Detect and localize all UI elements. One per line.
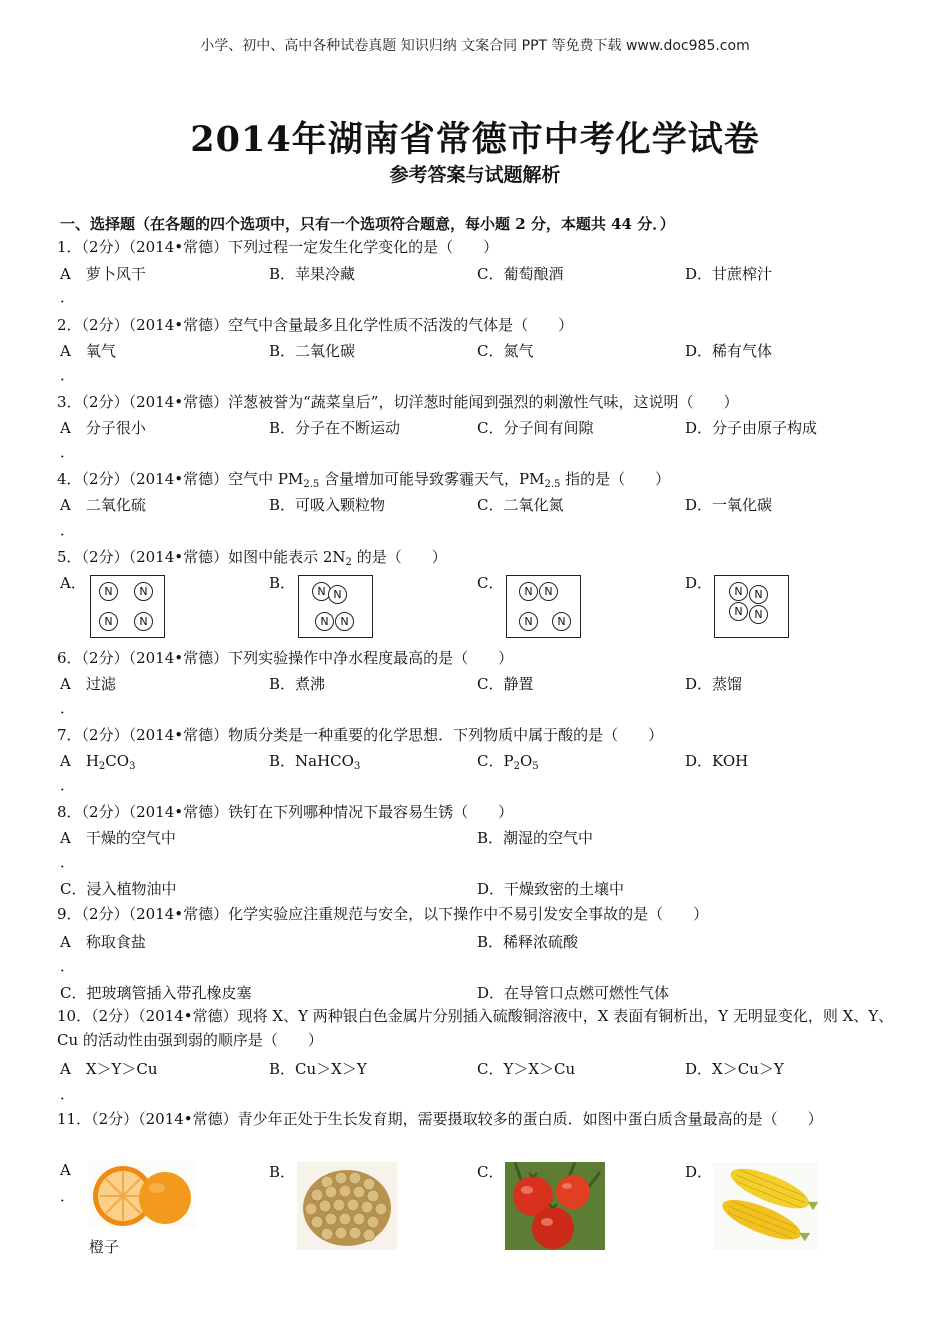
q1-option-b: B．苹果冷藏 [269,265,356,283]
nitrogen-atom: N [519,612,538,631]
q3-option-b: B．分子在不断运动 [269,419,401,437]
q9-option-c: C．把玻璃管插入带孔橡皮塞 [60,984,252,1002]
list-dot: ． [60,776,76,794]
q8-option-a: A 干燥的空气中 [60,829,176,847]
q10-option-c: C．Y＞X＞Cu [477,1060,576,1078]
question-3-stem: 3．（2分）（2014•常德）洋葱被誉为“蔬菜皇后”，切洋葱时能闻到强烈的刺激性气味，这说明（ ） [57,393,739,411]
q8-option-d: D．干燥致密的土壤中 [477,880,625,898]
question-2-stem: 2．（2分）（2014•常德）空气中含量最多且化学性质不活泼的气体是（ ） [57,316,574,334]
q3-option-a: A 分子很小 [60,419,146,437]
q4-option-b: B．可吸入颗粒物 [269,496,386,514]
q1-option-c: C．葡萄酿酒 [477,265,564,283]
nitrogen-atom: N [328,585,347,604]
nitrogen-atom: N [749,585,768,604]
q5-option-d: D． [685,574,713,592]
q2-option-c: C．氮气 [477,342,534,360]
question-10-stem: 10．（2分）（2014•常德）现将 X、Y 两种银白色金属片分别插入硫酸铜溶液中，X 表面有铜析出，Y 无明显变化，则 X、Y、Cu 的活动性由强到弱的顺序是（ ） [57,1007,894,1049]
q11-a-caption: 橙子 [89,1238,120,1256]
page-subtitle: 参考答案与试题解析 [389,164,561,186]
question-5-stem: 5．（2分）（2014•常德）如图中能表示 $2N_2$ 的是（ ） [57,548,447,568]
question-11-stem: 11．（2分）（2014•常德）青少年正处于生长发育期，需要摄取较多的蛋白质．如图中蛋白质含量最高的是（ ） [57,1110,823,1128]
q5-option-c: C． [477,574,504,592]
q7-option-c: C．$P_2O_5$ [477,752,539,772]
q6-option-a: A 过滤 [60,675,116,693]
nitrogen-atom: N [749,605,768,624]
q10-option-b: B．Cu＞X＞Y [269,1060,367,1078]
q7-option-d: D．KOH [685,752,749,770]
nitrogen-atom: N [99,612,118,631]
question-9-stem: 9．（2分）（2014•常德）化学实验应注重规范与安全，以下操作中不易引发安全事故的是（ ） [57,905,709,923]
list-dot: ． [60,288,76,306]
nitrogen-atom: N [134,582,153,601]
list-dot: ． [60,1187,76,1205]
q6-option-b: B．煮沸 [269,675,326,693]
q5-option-b: B． [269,574,296,592]
page-title: 2014年湖南省常德市中考化学试卷 [190,119,760,160]
question-7-stem: 7．（2分）（2014•常德）物质分类是一种重要的化学思想．下列物质中属于酸的是（ ） [57,726,664,744]
q11-option-c: C． [477,1163,504,1181]
section-heading: 一、选择题（在各题的四个选项中，只有一个选项符合题意，每小题 2 分，本题共 44 分．） [60,215,675,233]
list-dot: ． [60,366,76,384]
q9-option-b: B．稀释浓硫酸 [477,933,579,951]
orange-image [89,1160,196,1228]
nitrogen-atom: N [312,582,331,601]
list-dot: ． [60,521,76,539]
list-dot: ． [60,443,76,461]
q7-option-a: A $H_2CO_3$ [60,752,136,772]
q2-option-a: A 氧气 [60,342,116,360]
q2-option-b: B．二氧化碳 [269,342,356,360]
nitrogen-atom: N [335,612,354,631]
page-header: 小学、初中、高中各种试卷真题 知识归纳 文案合同 PPT 等免费下载 www.doc985.com [200,38,750,54]
q8-option-c: C．浸入植物油中 [60,880,177,898]
q7-option-b: B．NaHCO$_3$ [269,752,361,772]
molecule-diagram-b [298,575,373,638]
q1-option-a: A 萝卜风干 [60,265,146,283]
nitrogen-atom: N [315,612,334,631]
q3-option-c: C．分子间有间隙 [477,419,594,437]
nitrogen-atom: N [539,582,558,601]
list-dot: ． [60,957,76,975]
molecule-diagram-d [714,575,789,638]
q4-option-d: D．一氧化碳 [685,496,773,514]
nitrogen-atom: N [99,582,118,601]
nitrogen-atom: N [729,602,748,621]
q10-option-d: D．X＞Cu＞Y [685,1060,784,1078]
q6-option-d: D．蒸馏 [685,675,743,693]
q5-option-a: A． [60,574,86,592]
question-8-stem: 8．（2分）（2014•常德）铁钉在下列哪种情况下最容易生锈（ ） [57,803,514,821]
nitrogen-atom: N [552,612,571,631]
q11-option-a: A [60,1161,71,1179]
molecule-diagram-a [90,575,165,638]
molecule-diagram-c [506,575,581,638]
list-dot: ． [60,853,76,871]
q11-option-d: D． [685,1163,713,1181]
question-4-stem: 4．（2分）（2014•常德）空气中 $PM_{2.5}$ 含量增加可能导致雾霾天气，$PM_{2.5}$ 指的是（ ） [57,470,671,490]
list-dot: ． [60,1085,76,1103]
q3-option-d: D．分子由原子构成 [685,419,818,437]
nitrogen-atom: N [134,612,153,631]
tomatoes-image [505,1162,605,1250]
q6-option-c: C．静置 [477,675,534,693]
nitrogen-atom: N [519,582,538,601]
q1-option-d: D．甘蔗榨汁 [685,265,773,283]
nitrogen-atom: N [729,582,748,601]
q9-option-d: D．在导管口点燃可燃性气体 [477,984,670,1002]
q9-option-a: A 称取食盐 [60,933,146,951]
q10-option-a: A X＞Y＞Cu [60,1060,158,1078]
question-6-stem: 6．（2分）（2014•常德）下列实验操作中净水程度最高的是（ ） [57,649,514,667]
question-1-stem: 1．（2分）（2014•常德）下列过程一定发生化学变化的是（ ） [57,238,499,256]
q4-option-a: A 二氧化硫 [60,496,146,514]
list-dot: ． [60,699,76,717]
q11-option-b: B． [269,1163,296,1181]
corn-image [713,1162,818,1250]
q2-option-d: D．稀有气体 [685,342,773,360]
q8-option-b: B．潮湿的空气中 [477,829,594,847]
soybeans-image [297,1162,397,1250]
q4-option-c: C．二氧化氮 [477,496,564,514]
